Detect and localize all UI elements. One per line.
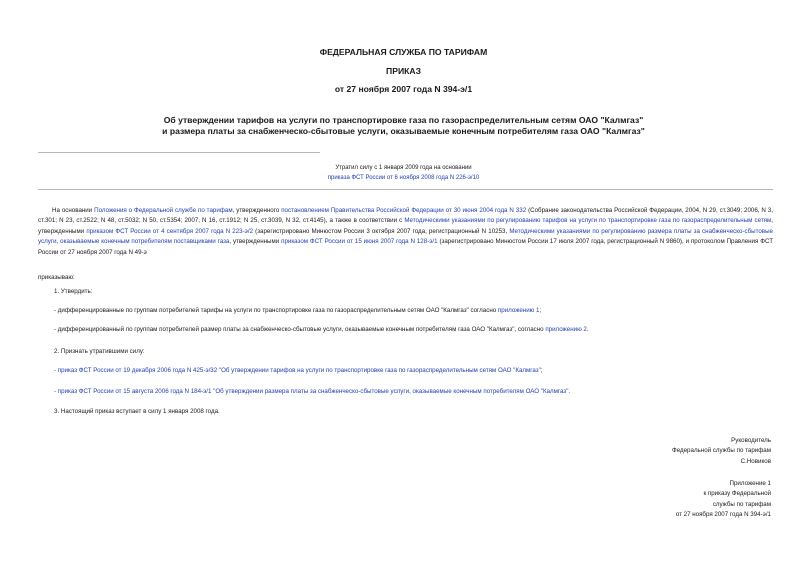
orders-word: приказываю: [38,274,75,281]
appendix-1-link[interactable]: приложению 1 [497,307,540,314]
preamble-text: (Собрание законодательства Российской Федерации, 2004, N 29, ст.3049; 2006, N 3, ст.301; N 23, ст.2522; N 48, ст.5032; N 50, ст.5354; 2007, N 16, ст.1912; N 25, ст.3039, N 32, ст.4145), а также в соответствии с [38,207,773,225]
preamble-text: , утвержденного [232,207,282,214]
item-1-heading: 1. Утвердить: [54,288,93,295]
repeal-order-link[interactable]: приказа ФСТ России от 6 ноября 2008 года N 226-э/10 [327,175,480,181]
agency-name: ФЕДЕРАЛЬНАЯ СЛУЖБА ПО ТАРИФАМ [319,47,488,57]
repealed-order-425-link[interactable]: - приказ ФСТ России от 19 декабря 2006 года N 425-э/32 "Об утверждении тарифов на услуги по транспортировке газа по газораспределительным сетям ОАО "Калмгаз" [54,367,541,374]
divider-short [38,152,320,153]
item-1b-end: . [586,326,589,333]
methodology-transport-link[interactable]: Методическими указаниями по регулированию тарифов на услуги по транспортировке газа по газораспределительным сетям [404,217,772,225]
appendix-ref-2: службы по тарифам [712,500,771,508]
signature-agency: Федеральной службы по тарифам [672,447,771,455]
preamble-paragraph [38,206,773,258]
item-1a-end: ; [539,307,542,314]
item-1a [54,306,541,315]
signature-name: С.Новиков [740,457,771,465]
government-decree-link[interactable]: постановлением Правительства Российской Федерации от 30 июня 2004 года N 332 [281,207,527,214]
appendix-ref-3: от 27 ноября 2007 года N 394-э/1 [675,511,771,519]
doc-type: ПРИКАЗ [386,66,421,76]
item-1b [54,325,589,334]
preamble-text: На основании [52,207,95,214]
order-223-link[interactable]: приказом ФСТ России от 4 сентября 2007 года N 223-э/2 [86,227,254,235]
item-3: 3. Настоящий приказ вступает в силу 1 января 2008 года. [54,408,220,415]
item-2b-end: . [568,388,571,395]
divider-full [38,189,773,190]
item-1b-text: - дифференцированный по группам потребителей размер платы за снабженческо-сбытовые услуги, оказываемые конечным потребителям газа ОАО "Калмгаз", согласно [54,326,546,333]
item-2-heading: 2. Признать утратившими силу: [54,348,145,355]
appendix-ref-1: к приказу Федеральной [703,490,771,498]
signature-block [672,436,771,467]
appendix-title: Приложение 1 [729,480,771,487]
methodology-supply-link[interactable]: Методическими указаниями по регулированию размера платы за снабженческо-сбытовые услуги, оказываемые конечным потребителям поставщиками газа [38,227,773,246]
doc-title-line-2: и размера платы за снабженческо-сбытовые услуги, оказываемые конечным потребителям газа ОАО "Калмгаз" [162,126,645,136]
appendix-header [676,479,771,521]
preamble-text: (зарегистрировано Минюстом России 3 октября 2007 года, регистрационный N 10253, [253,227,510,235]
item-2a-end: ; [540,367,543,374]
status-link-wrap [0,175,807,181]
doc-title-line-1: Об утверждении тарифов на услуги по транспортировке газа по газораспределительным сетям ОАО "Калмгаз" [163,115,644,125]
repealed-order-184-link[interactable]: - приказ ФСТ России от 15 августа 2006 года N 184-э/1 "Об утверждении размера платы за снабженческо-сбытовые услуги, оказываемые конечным потребителям ОАО "Калмгаз" [54,388,569,395]
appendix-2-link[interactable]: приложению 2 [545,326,587,333]
signature-title: Руководитель [731,437,771,444]
preamble-text: , утвержденными [229,238,282,246]
item-2b [54,387,570,396]
item-2a [54,366,543,375]
order-128-link[interactable]: приказом ФСТ России от 15 июня 2007 года N 128-э/1 [281,238,438,246]
regulation-link[interactable]: Положения о Федеральной службе по тарифам [94,207,233,214]
doc-date-number: от 27 ноября 2007 года N 394-э/1 [334,84,473,94]
preamble-text: , утвержденными [38,217,773,235]
status-line: Утратил силу с 1 января 2009 года на основании [335,165,472,171]
item-1a-text: - дифференцированные по группам потребителей тарифы на услуги по транспортировке газа по газораспределительным сетям ОАО "Калмгаз" согласно [54,307,498,314]
preamble-text: (зарегистрировано Минюстом России 17 июля 2007 года, регистрационный N 9860), и протоколом Правления ФСТ России от 27 ноября 2007 года N 49-э [38,238,774,256]
